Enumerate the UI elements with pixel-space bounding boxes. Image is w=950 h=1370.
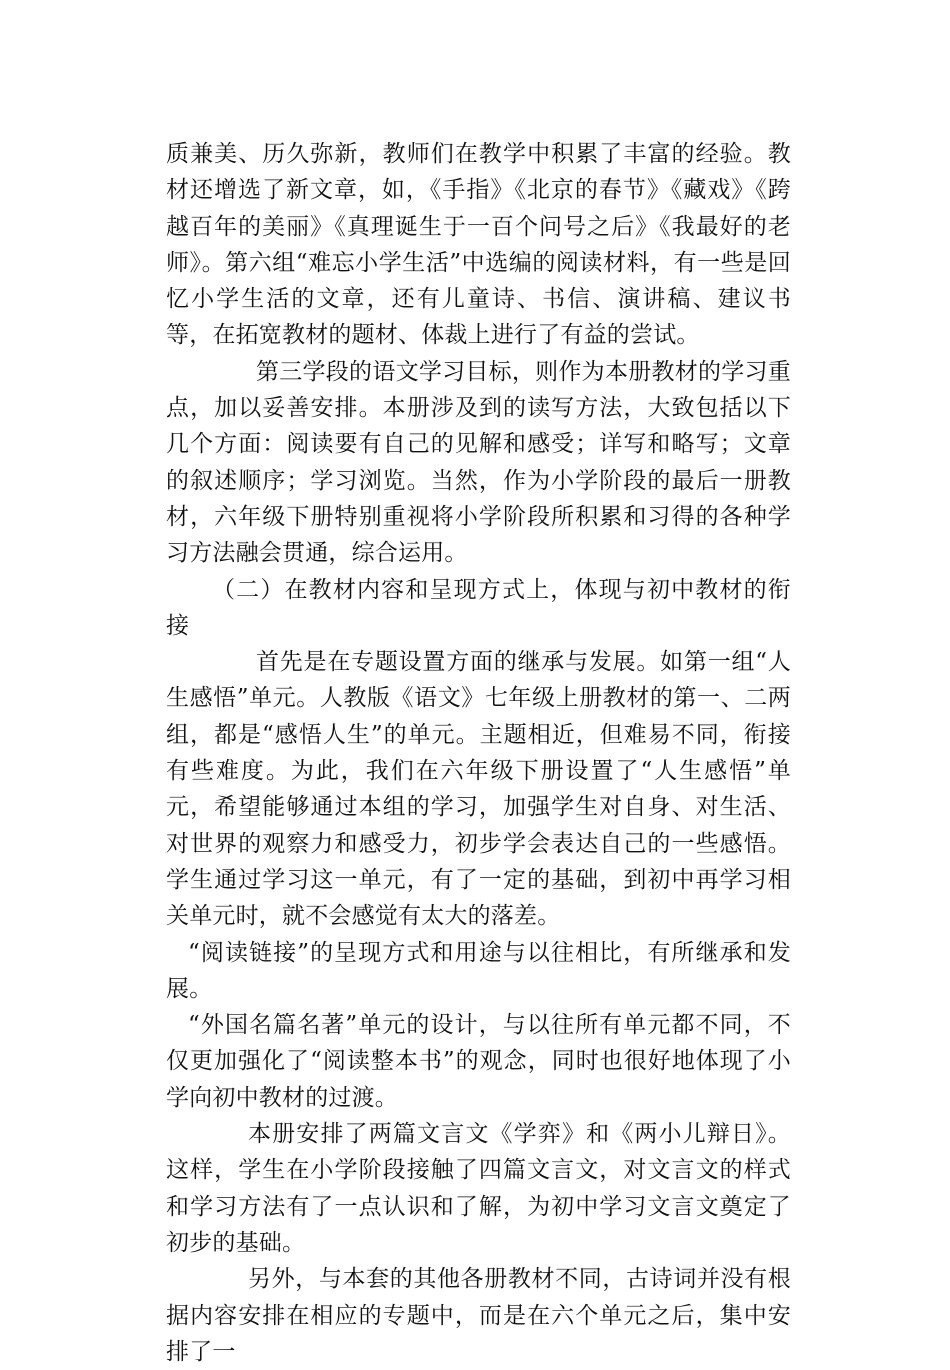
paragraph-foreign-classics: “外国名篇名著”单元的设计，与以往所有单元都不同，不仅更加强化了“阅读整本书”的观念，同时也很好地体现了小学向初中教材的过渡。 bbox=[166, 1012, 791, 1111]
section-heading: （二）在教材内容和呈现方式上，体现与初中教材的衔接 bbox=[166, 576, 791, 639]
paragraph-theme-units: 首先是在专题设置方面的继承与发展。如第一组“人生感悟”单元。人教版《语文》七年级上册教材的第一、二两组，都是“感悟人生”的单元。主题相近，但难易不同，衔接有些难度。为此，我们在六年级下册设置了“人生感悟”单元，希望能够通过本组的学习，加强学生对自身、对生活、对世界的观察力和感受力，初步学会表达自己的一些感悟。学生通过学习这一单元，有了一定的基础，到初中再学习相关单元时，就不会感觉有太大的落差。 bbox=[166, 649, 791, 930]
paragraph-ancient-poetry: 另外，与本套的其他各册教材不同，古诗词并没有根据内容安排在相应的专题中，而是在六个单元之后，集中安排了一 bbox=[166, 1266, 791, 1365]
body-text bbox=[166, 136, 791, 1370]
paragraph-classical-chinese: 本册安排了两篇文言文《学弈》和《两小儿辩日》。这样，学生在小学阶段接触了四篇文言文，对文言文的样式和学习方法有了一点认识和了解，为初中学习文言文奠定了初步的基础。 bbox=[166, 1121, 791, 1256]
paragraph-reading-links: “阅读链接”的呈现方式和用途与以往相比，有所继承和发展。 bbox=[166, 939, 791, 1002]
paragraph-learning-goals: 第三学段的语文学习目标，则作为本册教材的学习重点，加以妥善安排。本册涉及到的读写方法，大致包括以下几个方面：阅读要有自己的见解和感受；详写和略写；文章的叙述顺序；学习浏览。当然，作为小学阶段的最后一册教材，六年级下册特别重视将小学阶段所积累和习得的各种学习方法融会贯通，综合运用。 bbox=[166, 358, 791, 567]
paragraph-continuation: 质兼美、历久弥新，教师们在教学中积累了丰富的经验。教材还增选了新文章，如，《手指》《北京的春节》《藏戏》《跨越百年的美丽》《真理诞生于一百个问号之后》《我最好的老师》。第六组“难忘小学生活”中选编的阅读材料，有一些是回忆小学生活的文章，还有儿童诗、书信、演讲稿、建议书等，在拓宽教材的题材、体裁上进行了有益的尝试。 bbox=[166, 141, 791, 349]
